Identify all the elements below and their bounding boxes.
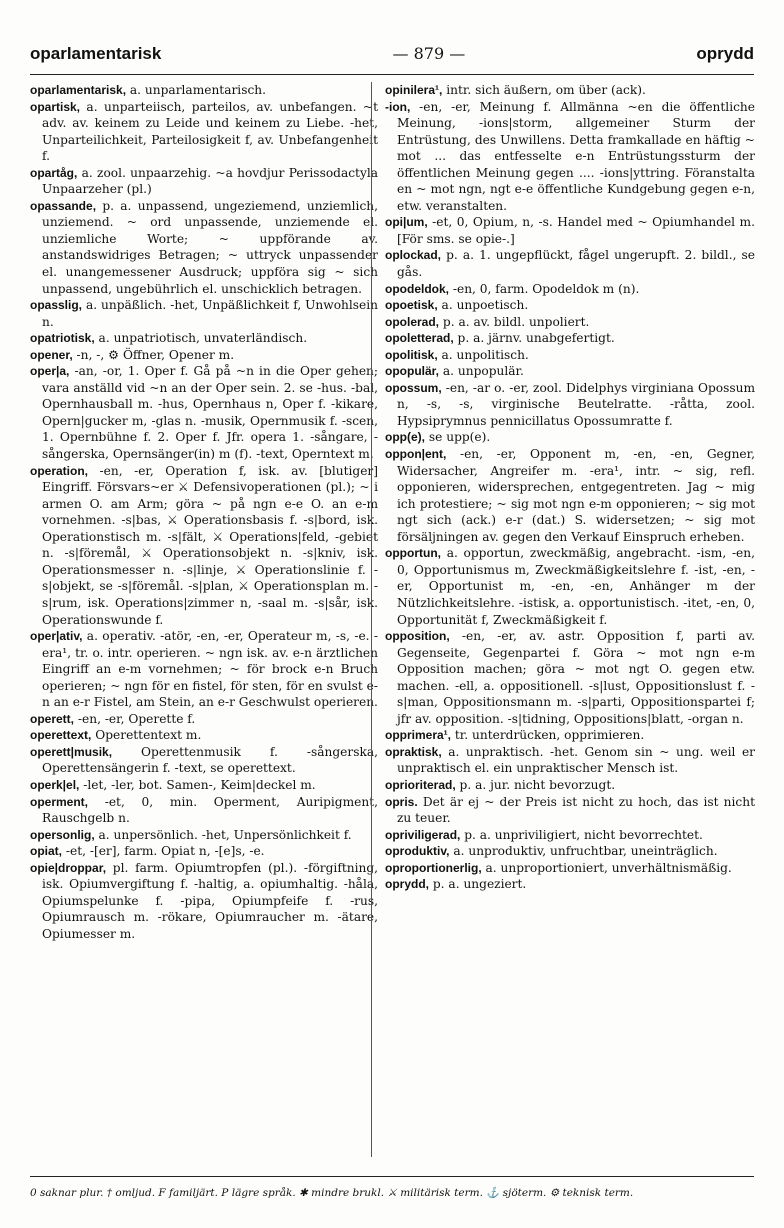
entry-headword: oproduktiv, (385, 844, 450, 859)
entry-definition: a. unparlamentarisch. (126, 83, 267, 97)
entry-definition: pl. farm. Opiumtropfen (pl.). -förgiftning, isk. Opiumvergiftung f. -haltig, a. opiumhaltig. -håla, Opiumspelunke f. -pipa, Opiumpfeife f. -rus, Opiumrausch m. -rökare, Opiumraucher m. -ätare, Opiumesser m. (42, 860, 378, 941)
entry-definition: -an, -or, 1. Oper f. Gå på ~n in die Oper gehen; vara anställd vid ~n an der Oper sein. 2. se -hus. -bal, Opernhausball m. -hus, Opernhaus n, Oper f. -kikare, Opern|gucker m, -glas n. -musik, Opernmusik f. -scen, 1. Opernbühne f. 2. Oper f. Jfr. opera 1. -sångare, -sångerska, Opernsänger(in) m (f). -text, Operntext m. (42, 364, 378, 462)
entry-definition: -n, -, ⚙ Öffner, Opener m. (72, 347, 235, 362)
entry-definition: -en, -ar o. -er, zool. Didelphys virginiana Opossum n, -s, -s, virginische Beutelratte. -råtta, zool. Hypsiprymnus pennicillatus Opossumratte f. (397, 380, 755, 428)
dictionary-entry (385, 99, 755, 215)
entry-headword: opartåg, (30, 165, 78, 180)
entry-definition: Det är ej ~ der Preis ist nicht zu hoch, das ist nicht zu teuer. (397, 794, 755, 826)
entry-definition: p. a. av. bildl. unpoliert. (439, 314, 590, 329)
dictionary-entry (30, 463, 378, 628)
entry-headword: opener, (30, 347, 73, 362)
entry-headword: opportun, (385, 546, 441, 561)
entry-headword: operment, (30, 794, 89, 809)
dictionary-entry (385, 794, 755, 827)
entry-headword: oproportionerlig, (385, 860, 482, 875)
entry-headword: opartisk, (30, 99, 81, 114)
entry-headword: oparlamentarisk, (30, 83, 127, 97)
dictionary-entry (385, 347, 755, 364)
dictionary-entry (30, 99, 378, 165)
entry-definition: a. unpraktisch. -het. Genom sin ~ ung. weil er unpraktisch el. ein unpraktischer Mensch ist. (397, 744, 755, 776)
dictionary-entry (385, 247, 755, 280)
entry-definition: -en, -er, Operation f, isk. av. [blutiger] Eingriff. Försvars~er ⚔ Defensivoperationen (pl.); ~ i armen O. am Arm; göra ~ på ngn e-e O. an e-m vornehmen. -s|bas, ⚔ Operationsbasis f. -s|bord, isk. Operationstisch m. -s|fält, ⚔ Operations|feld, -gebiet n. -s|föremål, ⚔ Operationsobjekt n. -s|kniv, isk. Operationsmesser n. -s|linje, ⚔ Operationslinie f. -s|objekt, se -s|föremål. -s|plan, ⚔ Operationsplan m. -s|rum, isk. Operations|zimmer n, -saal m. -s|sår, isk. Operationswunde f. (42, 463, 378, 627)
dictionary-entry (385, 545, 755, 628)
entry-definition: -let, -ler, bot. Samen-, Keim|deckel m. (79, 777, 316, 792)
header-right-word: oprydd (696, 44, 754, 63)
entry-headword: opodeldok, (385, 281, 449, 296)
entry-definition: -en, -er, av. astr. Opposition f, parti av. Gegenseite, Gegenpartei f. Göra ~ mot ngn e-m Opposition machen; göra ~ mot ngt O. gegen etw. machen. -ell, a. oppositionell. -s|lust, Oppositionslust f. -s|man, Oppositionsmann m. -s|parti, Oppositionspartei f; jfr av. opposition. -s|tidning, Oppositions|blatt, -organ n. (397, 629, 755, 726)
entry-headword: oprioriterad, (385, 777, 456, 792)
entry-headword: opoetisk, (385, 298, 438, 313)
entry-definition: a. unpersönlich. -het, Unpersönlichkeit f. (94, 827, 352, 842)
entry-headword: opasslig, (30, 298, 83, 313)
right-column (385, 82, 755, 893)
abbreviation-legend: 0 saknar plur. † omljud. F familjärt. P lägre språk. ✱ mindre brukl. ⚔ militärisk term. ⚓ sjöterm. ⚙ teknisk term. (30, 1187, 634, 1199)
entry-definition: a. unparteiisch, parteilos, av. unbefangen. ~t adv. av. keinem zu Leide und keinem zu Liebe. -het, Unparteilichkeit, Parteilosigkeit f, av. Unbefangenheit f. (42, 99, 378, 164)
dictionary-entry (385, 297, 755, 314)
entry-definition: Operettentext m. (91, 728, 202, 743)
entry-definition: -en, -er, Meinung f. Allmänna ~en die öffentliche Meinung, -ions|storm, allgemeiner Sturm der Entrüstung, des Unwillens. Detta framkallade en häftig ~ mot ... das entfesselte e-n Entrüstungssturm der öffentlichen Meinung gegen .... -ions|yttring. Föranstalta en ~ mot ngn, ngt e-e öffentliche Kundgebung gegen e-n, etw. veranstalten. (397, 99, 755, 213)
entry-headword: opp(e), (385, 430, 425, 445)
entry-definition: -en, -er, Opponent m, -en, -en, Gegner, Widersacher, Angreifer m. -era¹, intr. ~ sig, refl. opponieren, widersprechen, entgegentreten. Jag ~ mig ich protestiere; ~ sig mot ngn e-m opponieren; ~ sig mot ngt sich (ack.) e-r (dat.) S. widersetzen; ~ sig mot försäljningen av. gegen den Verkauf Einspruch erheben. (397, 447, 755, 544)
page-number: — 879 — (392, 44, 466, 63)
entry-headword: opossum, (385, 380, 442, 395)
dictionary-entry (30, 165, 378, 198)
entry-headword: opersonlig, (30, 827, 95, 842)
entry-definition: p. a. ungeziert. (429, 877, 527, 892)
entry-headword: opraktisk, (385, 744, 442, 759)
entry-definition: p. a. 1. ungepflückt, fågel ungerupft. 2. bildl., se gås. (397, 248, 755, 280)
entry-headword: oppon|ent, (385, 447, 447, 462)
entry-headword: oper|a, (30, 364, 70, 379)
entry-definition: se upp(e). (425, 430, 491, 445)
dictionary-entry (385, 727, 755, 744)
dictionary-entry (30, 198, 378, 297)
entry-definition: p. a. unpassend, ungeziemend, unziemlich, unziemend. ~ ord unpassende, unziemende el. unziemliche Worte; ~ uppförande av. anstandswidriges Betragen; ~ uttryck unpassender el. unangemessener Ausdruck; uppföra sig ~ sich unpassend, ungebührlich el. unschicklich betragen. (42, 198, 378, 296)
entry-definition: a. unpoetisch. (437, 298, 529, 313)
dictionary-entry (385, 777, 755, 794)
footer-divider (30, 1176, 754, 1177)
entry-definition: a. unproduktiv, unfruchtbar, uneinträglich. (449, 844, 718, 859)
dictionary-entry (385, 429, 755, 446)
entry-definition: a. zool. unpaarzehig. ~a hovdjur Perissodactyla Unpaarzeher (pl.) (42, 165, 378, 197)
left-column (30, 82, 378, 942)
entry-headword: opolitisk, (385, 347, 438, 362)
entry-definition: p. a. jur. nicht bevorzugt. (455, 777, 616, 792)
entry-definition: p. a. järnv. unabgefertigt. (453, 331, 615, 346)
dictionary-entry (385, 744, 755, 777)
entry-definition: Operettenmusik f. -sångerska, Operettensängerin f. -text, se operettext. (42, 744, 378, 776)
entry-definition: -et, 0, Opium, n, -s. Handel med ~ Opiumhandel m. [För sms. se opie-.] (397, 215, 755, 246)
entry-definition: p. a. unpriviligiert, nicht bevorrechtet. (460, 827, 703, 842)
dictionary-entry (385, 281, 755, 298)
entry-headword: opris. (385, 794, 418, 809)
dictionary-entry (385, 380, 755, 430)
dictionary-entry (30, 843, 378, 860)
entry-headword: opatriotisk, (30, 331, 95, 346)
entry-headword: operation, (30, 463, 89, 478)
entry-headword: opopulär, (385, 364, 439, 379)
dictionary-entry (385, 314, 755, 331)
entry-definition: -et, -[er], farm. Opiat n, -[e]s, -e. (62, 844, 265, 859)
entry-headword: opie|droppar, (30, 860, 107, 875)
entry-headword: operett|musik, (30, 744, 113, 759)
entry-headword: -ion, (385, 99, 411, 114)
dictionary-entry (385, 363, 755, 380)
entry-definition: a. unproportioniert, unverhältnismäßig. (481, 860, 732, 875)
entry-headword: oplockad, (385, 248, 442, 263)
dictionary-entry (30, 727, 378, 744)
entry-definition: -en, -er, Operette f. (74, 711, 196, 726)
dictionary-entry (385, 330, 755, 347)
entry-definition: a. unpatriotisch, unvaterländisch. (94, 331, 308, 346)
entry-headword: operk|el, (30, 777, 80, 792)
entry-definition: -en, 0, farm. Opodeldok m (n). (449, 281, 640, 296)
entry-headword: opi|um, (385, 215, 428, 230)
dictionary-entry (30, 711, 378, 728)
header-left-word: oparlamentarisk (30, 44, 162, 63)
entry-definition: a. opportun, zweckmäßig, angebracht. -ism, -en, 0, Opportunismus m, Zweckmäßigkeitslehre f. -ist, -en, -er, Opportunist m, -en, -en, Anhänger m der Nützlichkeitslehre. -istisk, a. opportunistisch. -itet, -en, 0, Opportunität f, Zweckmäßigkeit f. (397, 546, 755, 627)
dictionary-entry (385, 446, 755, 545)
entry-headword: opprimera¹, (385, 728, 452, 743)
dictionary-entry (30, 297, 378, 330)
entry-headword: opiat, (30, 844, 62, 859)
dictionary-entry (30, 860, 378, 943)
column-divider (371, 82, 372, 1157)
page-header (30, 44, 754, 75)
entry-definition: -et, 0, min. Operment, Auripigment, Rauschgelb n. (42, 794, 378, 826)
dictionary-entry (385, 628, 755, 727)
dictionary-entry (385, 876, 755, 893)
dictionary-entry (30, 827, 378, 844)
entry-headword: operett, (30, 711, 75, 726)
dictionary-entry (30, 777, 378, 794)
entry-definition: intr. sich äußern, om über (ack). (442, 83, 646, 97)
dictionary-entry (385, 860, 755, 877)
dictionary-entry (30, 347, 378, 364)
dictionary-entry (30, 363, 378, 462)
entry-headword: oprydd, (385, 877, 429, 892)
dictionary-entry (30, 330, 378, 347)
dictionary-entry (30, 744, 378, 777)
dictionary-entry (30, 82, 378, 99)
entry-headword: operettext, (30, 728, 92, 743)
entry-headword: oper|ativ, (30, 629, 83, 644)
entry-definition: a. unpäßlich. -het, Unpäßlichkeit f, Unwohlsein n. (42, 298, 378, 329)
dictionary-entry (385, 843, 755, 860)
dictionary-entry (30, 794, 378, 827)
entry-headword: opinilera¹, (385, 83, 443, 97)
entry-headword: opolerad, (385, 314, 440, 329)
dictionary-entry (385, 214, 755, 247)
entry-headword: opoletterad, (385, 331, 454, 346)
dictionary-entry (385, 82, 755, 99)
entry-definition: a. operativ. -atör, -en, -er, Operateur m, -s, -e. -era¹, tr. o. intr. operieren. ~ ngn isk. av. e-n ärztlichen Eingriff an e-m vornehmen; ~ för brock e-n Bruch operieren; ~ ngn för en fistel, för sten, för en svulst e-n an e-r Fistel, am Stein, an e-r Geschwulst operieren. (42, 629, 378, 710)
dictionary-entry (385, 827, 755, 844)
entry-headword: opriviligerad, (385, 827, 461, 842)
entry-definition: tr. unterdrücken, opprimieren. (451, 728, 645, 743)
entry-definition: a. unpolitisch. (437, 347, 529, 362)
dictionary-entry (30, 628, 378, 711)
entry-definition: a. unpopulär. (439, 364, 524, 379)
entry-headword: opassande, (30, 198, 97, 213)
entry-headword: opposition, (385, 629, 450, 644)
